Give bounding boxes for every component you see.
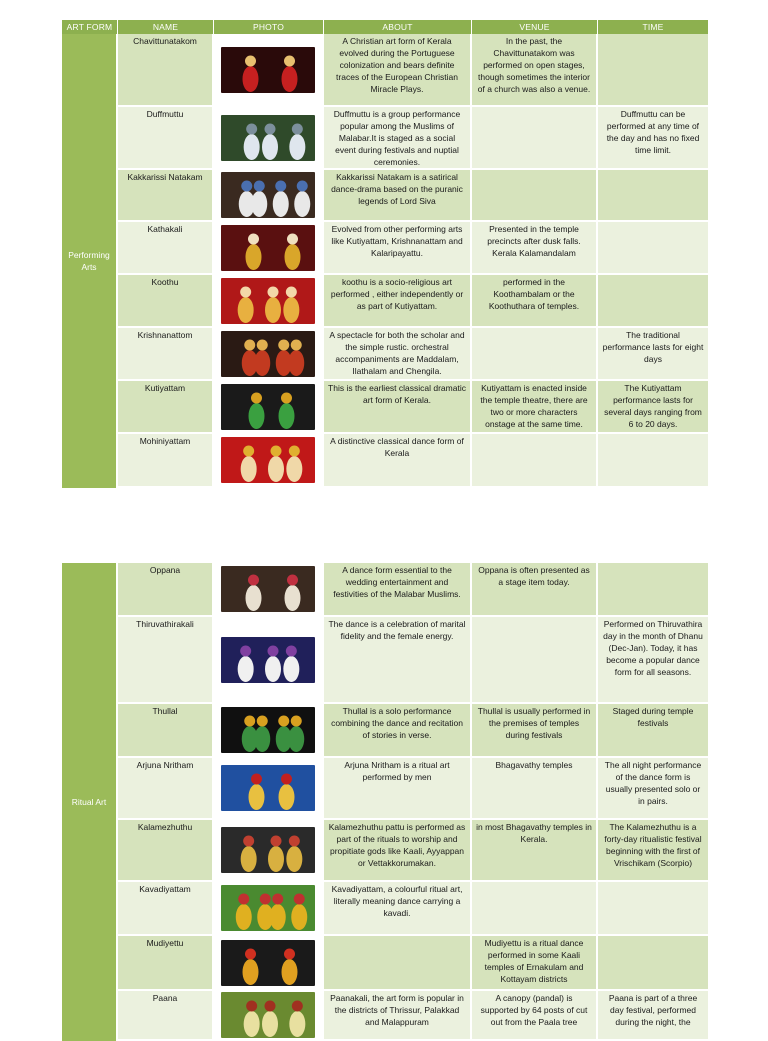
kalamezhuthu-photo xyxy=(221,827,315,873)
venue-text: in most Bhagavathy temples in Kerala. xyxy=(472,820,598,880)
art-name: Chavittunatakom xyxy=(118,34,214,105)
header-time: TIME xyxy=(598,20,708,34)
about-text xyxy=(324,936,472,989)
table-row xyxy=(118,34,708,107)
venue-text xyxy=(472,434,598,486)
time-text xyxy=(598,275,708,326)
photo-cell xyxy=(214,882,324,934)
mohiniyattam-photo xyxy=(221,437,315,483)
thullal-photo xyxy=(221,707,315,753)
table-row xyxy=(118,222,708,275)
about-text: Thullal is a solo performance combining the dance and recitation of stories in verse. xyxy=(324,704,472,756)
time-text xyxy=(598,34,708,105)
time-text: The Kutiyattam performance lasts for several days ranging from 6 to 20 days. xyxy=(598,381,708,432)
about-text: The dance is a celebration of marital fidelity and the female energy. xyxy=(324,617,472,702)
photo-cell xyxy=(214,381,324,432)
performing-arts-table xyxy=(62,34,708,488)
time-text xyxy=(598,170,708,220)
time-text: Duffmuttu can be performed at any time of the day and has no fixed time limit. xyxy=(598,107,708,168)
venue-text: Presented in the temple precincts after dusk falls. Kerala Kalamandalam xyxy=(472,222,598,273)
time-text xyxy=(598,563,708,615)
time-text: Staged during temple festivals xyxy=(598,704,708,756)
table-row xyxy=(118,758,708,820)
about-text: A spectacle for both the scholar and the simple rustic. orchestral accompaniments are Maddalam, Ilathalam and Chengila. xyxy=(324,328,472,379)
thiruvathirakali-photo xyxy=(221,637,315,683)
category-cell: Ritual Art xyxy=(62,563,118,1041)
art-name: Thullal xyxy=(118,704,214,756)
photo-cell xyxy=(214,991,324,1039)
photo-cell xyxy=(214,758,324,818)
art-name: Duffmuttu xyxy=(118,107,214,168)
photo-cell xyxy=(214,617,324,702)
venue-text: Kutiyattam is enacted inside the temple theatre, there are two or more characters onstage at the same time. xyxy=(472,381,598,432)
oppana-photo xyxy=(221,566,315,612)
table-row xyxy=(118,381,708,434)
time-text: Performed on Thiruvathira day in the month of Dhanu (Dec-Jan). Today, it has become a popular dance form for all seasons. xyxy=(598,617,708,702)
time-text: The traditional performance lasts for eight days xyxy=(598,328,708,379)
arjuna-photo xyxy=(221,765,315,811)
photo-cell xyxy=(214,170,324,220)
about-text: A Christian art form of Kerala evolved during the Portuguese colonization and bears definite traces of the European Christian Miracle Plays. xyxy=(324,34,472,105)
kavadiyattam-photo xyxy=(221,885,315,931)
venue-text xyxy=(472,328,598,379)
kathakali-photo xyxy=(221,225,315,271)
venue-text: performed in the Koothambalam or the Koothuthara of temples. xyxy=(472,275,598,326)
ritual-art-table xyxy=(62,563,708,1041)
about-text: Kavadiyattam, a colourful ritual art, literally meaning dance carrying a kavadi. xyxy=(324,882,472,934)
time-text xyxy=(598,882,708,934)
table-row xyxy=(118,617,708,704)
about-text: Kalamezhuthu pattu is performed as part of the rituals to worship and propitiate gods like Kaali, Ayyappan or Vettakkorumakan. xyxy=(324,820,472,880)
photo-cell xyxy=(214,704,324,756)
category-cell: Performing Arts xyxy=(62,34,118,488)
photo-cell xyxy=(214,107,324,168)
time-text: The Kalamezhuthu is a forty-day ritualistic festival beginning with the first of Vrischikam (Scorpio) xyxy=(598,820,708,880)
duffmuttu-photo xyxy=(221,115,315,161)
venue-text: In the past, the Chavittunatakom was performed on open stages, though sometimes the interior of a church was also a venue. xyxy=(472,34,598,105)
table-row xyxy=(118,170,708,222)
table-row xyxy=(118,882,708,936)
photo-cell xyxy=(214,275,324,326)
header-photo: PHOTO xyxy=(214,20,324,34)
header-venue: VENUE xyxy=(472,20,598,34)
table-header xyxy=(62,20,708,34)
table-row xyxy=(118,434,708,488)
art-name: Paana xyxy=(118,991,214,1039)
header-art-form: ART FORM xyxy=(62,20,118,34)
venue-text: Bhagavathy temples xyxy=(472,758,598,818)
art-name: Arjuna Nritham xyxy=(118,758,214,818)
art-name: Krishnanattom xyxy=(118,328,214,379)
paana-photo xyxy=(221,992,315,1038)
venue-text: Mudiyettu is a ritual dance performed in some Kaali temples of Ernakulam and Kottayam districts xyxy=(472,936,598,989)
table-row xyxy=(118,991,708,1041)
time-text: The all night performance of the dance form is usually presented solo or in pairs. xyxy=(598,758,708,818)
photo-cell xyxy=(214,34,324,105)
venue-text: A canopy (pandal) is supported by 64 posts of cut out from the Paala tree xyxy=(472,991,598,1039)
venue-text: Oppana is often presented as a stage item today. xyxy=(472,563,598,615)
art-name: Kathakali xyxy=(118,222,214,273)
header-about: ABOUT xyxy=(324,20,472,34)
about-text: Duffmuttu is a group performance popular among the Muslims of Malabar.It is staged as a social event during festivals and nuptial ceremonies. xyxy=(324,107,472,168)
art-name: Kutiyattam xyxy=(118,381,214,432)
about-text: Kakkarissi Natakam is a satirical dance-drama based on the puranic legends of Lord Siva xyxy=(324,170,472,220)
header-name: NAME xyxy=(118,20,214,34)
about-text: Evolved from other performing arts like Kutiyattam, Krishnanattam and Kalaripayattu. xyxy=(324,222,472,273)
photo-cell xyxy=(214,434,324,486)
time-text xyxy=(598,222,708,273)
time-text xyxy=(598,434,708,486)
venue-text: Thullal is usually performed in the premises of temples during festivals xyxy=(472,704,598,756)
table-row xyxy=(118,275,708,328)
table-row xyxy=(118,704,708,758)
art-name: Kakkarissi Natakam xyxy=(118,170,214,220)
art-name: Koothu xyxy=(118,275,214,326)
about-text: koothu is a socio-religious art performed , either independently or as part of Kutiyattam. xyxy=(324,275,472,326)
mudiyettu-photo xyxy=(221,940,315,986)
venue-text xyxy=(472,107,598,168)
art-name: Oppana xyxy=(118,563,214,615)
table-row xyxy=(118,563,708,617)
about-text: Paanakali, the art form is popular in the districts of Thrissur, Palakkad and Malappuram xyxy=(324,991,472,1039)
table-row xyxy=(118,328,708,381)
about-text: This is the earliest classical dramatic art form of Kerala. xyxy=(324,381,472,432)
venue-text xyxy=(472,882,598,934)
art-name: Mohiniyattam xyxy=(118,434,214,486)
art-name: Kavadiyattam xyxy=(118,882,214,934)
time-text: Paana is part of a three day festival, performed during the night, the xyxy=(598,991,708,1039)
table-row xyxy=(118,107,708,170)
photo-cell xyxy=(214,820,324,880)
koothu-photo xyxy=(221,278,315,324)
kutiyattam-photo xyxy=(221,384,315,430)
about-text: A dance form essential to the wedding entertainment and festivities of the Malabar Muslims. xyxy=(324,563,472,615)
table-row xyxy=(118,820,708,882)
art-name: Kalamezhuthu xyxy=(118,820,214,880)
chavittunatakom-photo xyxy=(221,47,315,93)
photo-cell xyxy=(214,936,324,989)
photo-cell xyxy=(214,563,324,615)
venue-text xyxy=(472,617,598,702)
time-text xyxy=(598,936,708,989)
kakkarissi-photo xyxy=(221,172,315,218)
art-name: Thiruvathirakali xyxy=(118,617,214,702)
table-row xyxy=(118,936,708,991)
about-text: A distinctive classical dance form of Kerala xyxy=(324,434,472,486)
photo-cell xyxy=(214,328,324,379)
photo-cell xyxy=(214,222,324,273)
venue-text xyxy=(472,170,598,220)
krishnanattom-photo xyxy=(221,331,315,377)
art-name: Mudiyettu xyxy=(118,936,214,989)
about-text: Arjuna Nritham is a ritual art performed by men xyxy=(324,758,472,818)
